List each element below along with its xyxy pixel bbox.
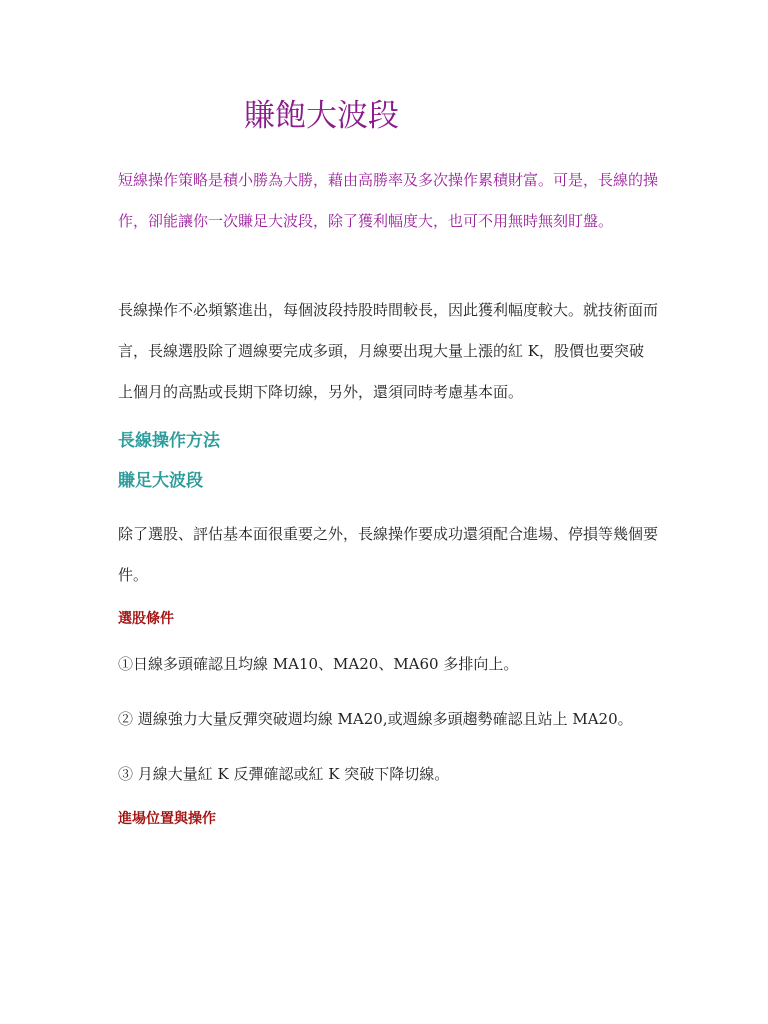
condition-item-1: ①日線多頭確認且均線 MA10、MA20、MA60 多排向上。 xyxy=(118,655,519,673)
body-paragraph-1: 長線操作不必頻繁進出，每個波段持股時間較長，因此獲利幅度較大。就技術面而言，長線選股除了週線要完成多頭，月線要出現大量上漲的紅 K，股價也要突破上個月的高點或長期下降切線，另外，還須同時考慮基本面。 xyxy=(118,301,659,401)
condition-item-2: ② 週線強力大量反彈突破週均線 MA20,或週線多頭趨勢確認且站上 MA20。 xyxy=(118,710,633,728)
document-title: 賺飽大波段 xyxy=(244,98,399,134)
entry-position-heading: 進場位置與操作 xyxy=(118,811,216,827)
stock-conditions-heading: 選股條件 xyxy=(118,611,174,627)
section-heading-method: 長線操作方法 xyxy=(118,431,220,451)
body-paragraph-2: 除了選股、評估基本面很重要之外，長線操作要成功還須配合進場、停損等幾個要件。 xyxy=(118,525,659,584)
condition-item-3: ③ 月線大量紅 K 反彈確認或紅 K 突破下降切線。 xyxy=(118,765,450,783)
section-heading-big-wave: 賺足大波段 xyxy=(118,471,203,491)
intro-paragraph: 短線操作策略是積小勝為大勝，藉由高勝率及多次操作累積財富。可是，長線的操作，卻能讓你一次賺足大波段，除了獲利幅度大，也可不用無時無刻盯盤。 xyxy=(118,171,659,230)
